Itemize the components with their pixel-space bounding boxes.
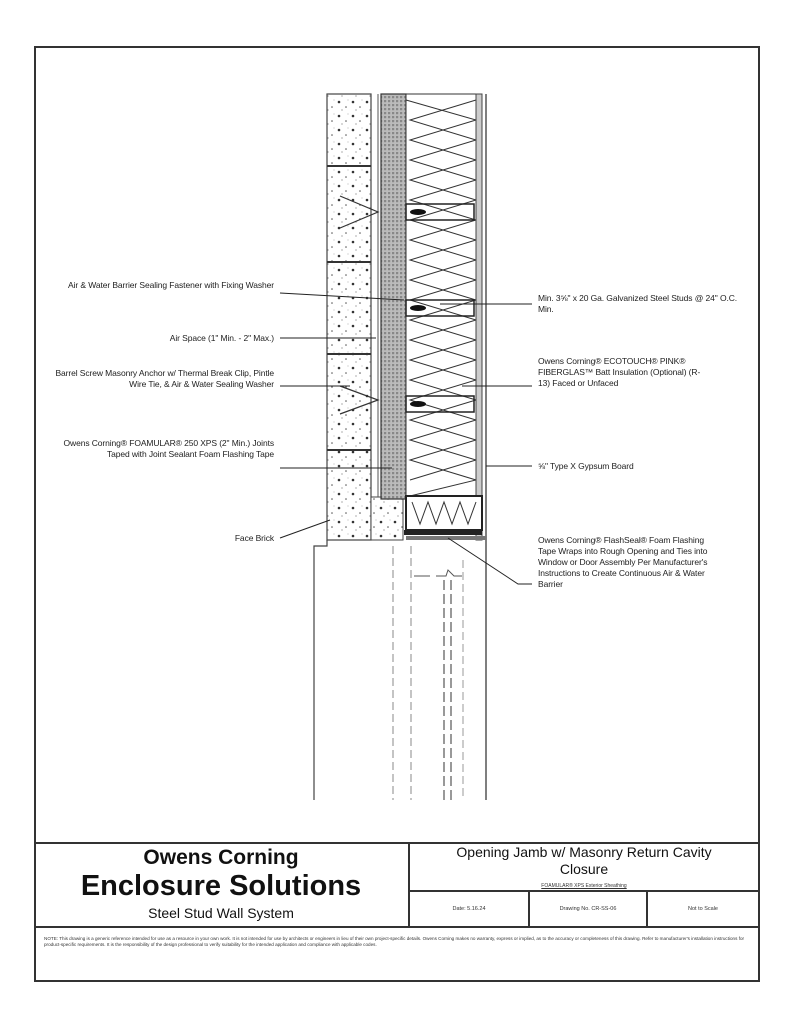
callout-air-space: Air Space (1" Min. - 2" Max.) (169, 333, 274, 343)
meta-scale: Not to Scale (688, 906, 718, 912)
face-brick-wythe (327, 94, 371, 540)
company-name: Owens Corning (143, 846, 299, 869)
product-name: Enclosure Solutions (80, 870, 362, 902)
meta-drawing-number: Drawing No. CR-SS-06 (530, 892, 648, 926)
detail-title-line1: Opening Jamb w/ Masonry Return Cavity (456, 844, 712, 860)
callout-brick-tie: Barrel Screw Masonry Anchor w/ Thermal Break Clip, Pintle Wire Tie, & Air & Water Sealing Washer (55, 368, 274, 389)
callout-foamular-board: Owens Corning® FOAMULAR® 250 XPS (2" Min.) Joints Taped with Joint Sealant Foam Flashing Tape (63, 438, 274, 459)
system-name: Steel Stud Wall System (148, 905, 294, 921)
callout-flashing-tape: Owens Corning® FlashSeal® Foam Flashing Tape Wraps into Rough Opening and Ties into Window or Door Assembly Per Manufacturer's Instructions to Create Continuous Air & Water Barrier (538, 535, 708, 589)
detail-title-line2: Closure (559, 861, 609, 877)
meta-row (410, 892, 758, 926)
detail-title-block (410, 844, 758, 892)
meta-date: Date: 5.16.24 (410, 892, 530, 926)
callout-gypsum-board: ⅝" Type X Gypsum Board (538, 461, 634, 471)
title-block (34, 842, 760, 926)
batt-insulation (406, 94, 476, 496)
callout-face-brick: Face Brick (234, 533, 274, 543)
callout-air-water-barrier-fastener: Air & Water Barrier Sealing Fastener with Fixing Washer (68, 280, 274, 290)
brand-block (34, 844, 410, 926)
disclaimer-note: NOTE: This drawing is a generic reference intended for use as a resource in your own work. It is not intended for use by architects or engineers in lieu of their own project-specific details. Owens Corning makes no warranty, express or implied, as to the accuracy or completeness of this drawing. Refer to manufacturer's installation instructions for product-specific requirements. It is the responsibility of the design professional to verify suitability for the intended application and compliance with applicable codes. (34, 926, 760, 982)
callout-steel-studs: Min. 3⅝" x 20 Ga. Galvanized Steel Studs @ 24" O.C. Min. (538, 293, 738, 314)
callout-batt-insulation: Owens Corning® ECOTOUCH® PINK® FIBERGLAS™ Batt Insulation (Optional) (R-13) Faced or Unfaced (538, 356, 701, 388)
detail-subtitle: FOAMULAR® XPS Exterior Sheathing (541, 883, 627, 889)
